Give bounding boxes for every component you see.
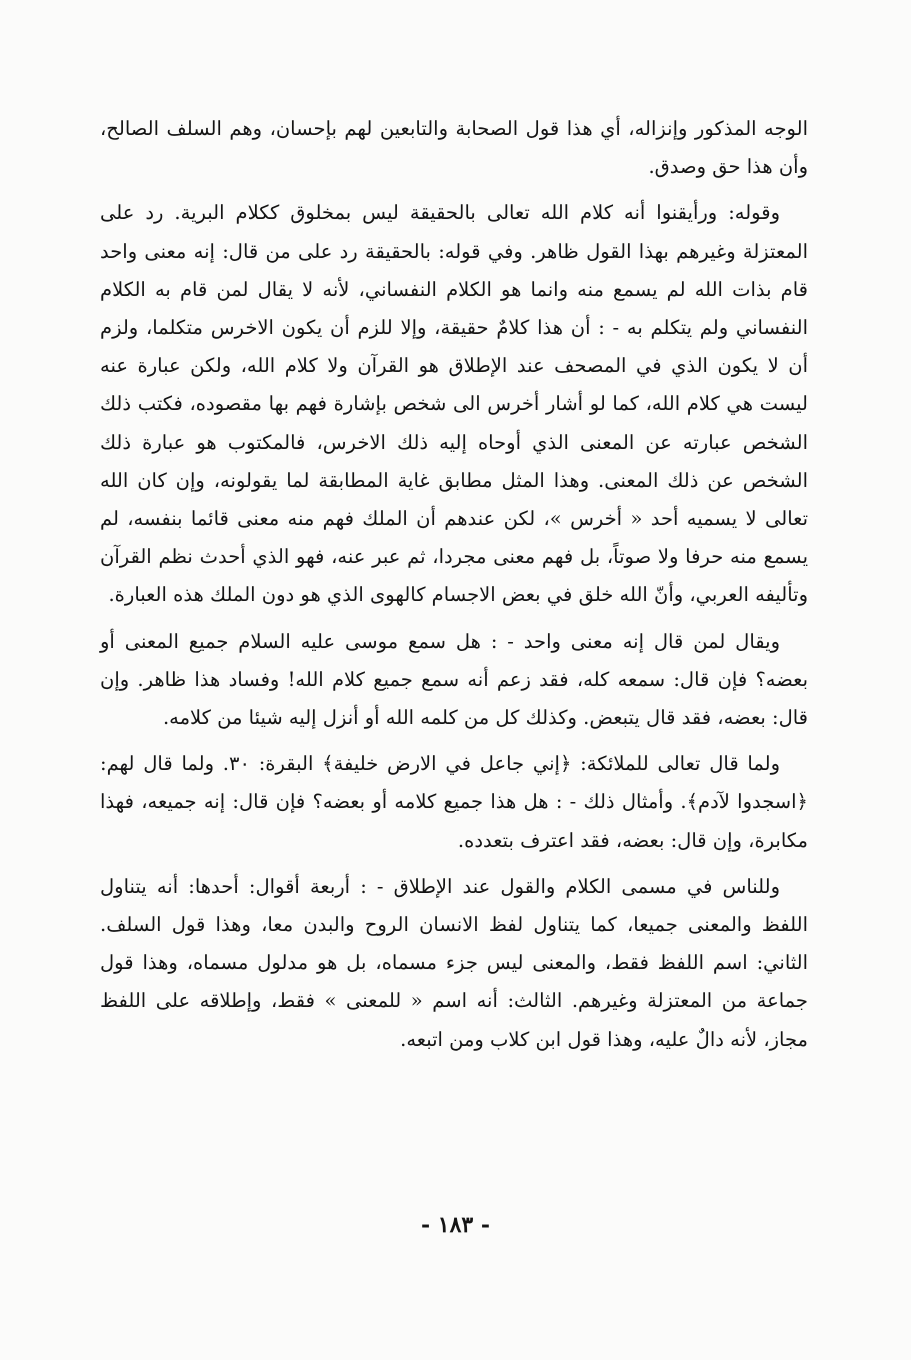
paragraph-5: وللناس في مسمى الكلام والقول عند الإطلاق - : أربعة أقوال: أحدها: أنه يتناول اللفظ والمعنى جميعا، كما يتناول لفظ الانسان الروح والبدن معا، وهذا قول السلف. الثاني: اسم اللفظ فقط، والمعنى ليس جزء مسماه، بل هو مدلول مسماه، وهذا قول جماعة من المعتزلة وغيرهم. الثالث: أنه اسم « للمعنى » فقط، وإطلاقه على اللفظ مجاز، لأنه دالٌ عليه، وهذا قول ابن كلاب ومن اتبعه. [100, 874, 808, 1051]
page-number: - ١٨٣ - [420, 1212, 491, 1238]
paragraph-3: ويقال لمن قال إنه معنى واحد - : هل سمع موسى عليه السلام جميع المعنى أو بعضه؟ فإن قال: سمعه كله، فقد زعم أنه سمع جميع كلام الله! وفساد هذا ظاهر. وإن قال: بعضه، فقد قال يتبعض. وكذلك كل من كلمه الله أو أنزل إليه شيئا من كلامه. [100, 629, 808, 730]
paragraph-4: ولما قال تعالى للملائكة: ﴿إني جاعل في الارض خليفة﴾ البقرة: ٣٠. ولما قال لهم: ﴿اسجدوا لآدم﴾. وأمثال ذلك - : هل هذا جميع كلامه أو بعضه؟ فإن قال: إنه جميعه، فهذا مكابرة، وإن قال: بعضه، فقد اعترف بتعدده. [100, 752, 808, 852]
paragraph-1: الوجه المذكور وإنزاله، أي هذا قول الصحابة والتابعين لهم بإحسان، وهم السلف الصالح، وأن هذا حق وصدق. [100, 117, 808, 179]
paragraph-2: وقوله: ورأيقنوا أنه كلام الله تعالى بالحقيقة ليس بمخلوق ككلام البرية. رد على المعتزلة وغيرهم بهذا القول ظاهر. وفي قوله: بالحقيقة رد على من قال: إنه معنى واحد قام بذات الله لم يسمع منه وانما هو الكلام النفساني، لأنه لا يقال لمن قام به الكلام النفساني ولم يتكلم به - : أن هذا كلامٌ حقيقة، وإلا للزم أن يكون الاخرس متكلما، ولزم أن لا يكون الذي في المصحف عند الإطلاق هو القرآن ولا كلام الله، ولكن عبارة عنه ليست هي كلام الله، كما لو أشار أخرس الى شخص بإشارة فهم بها مقصوده، فكتب ذلك الشخص عبارته عن المعنى الذي أوحاه إليه ذلك الاخرس، فالمكتوب هو عبارة ذلك الشخص عن ذلك المعنى. وهذا المثل مطابق غاية المطابقة لما يقولونه، وإن كان الله تعالى لا يسميه أحد « أخرس »، لكن عندهم أن الملك فهم منه معنى قائما بنفسه، لم يسمع منه حرفا ولا صوتاً، بل فهم معنى مجردا، ثم عبر عنه، فهو الذي أحدث نظم القرآن وتأليفه العربي، وأنّ الله خلق في بعض الاجسام كالهوى الذي هو دون الملك هذه العبارة. [100, 201, 808, 607]
body-text [100, 110, 808, 1067]
